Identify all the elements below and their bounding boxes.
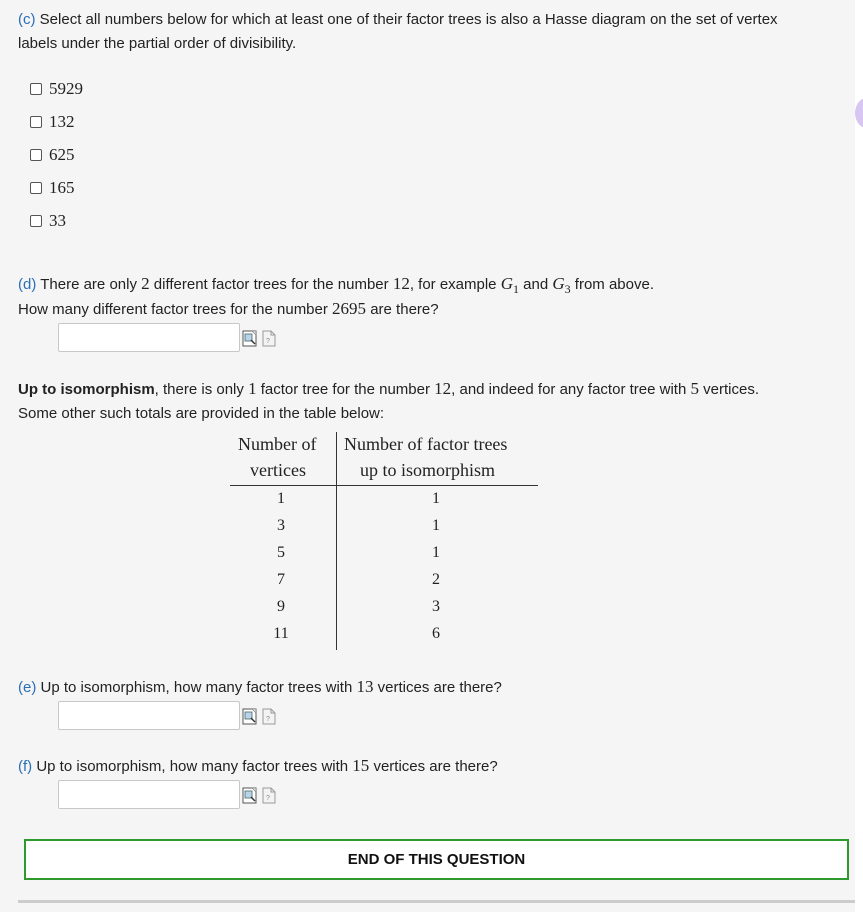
table-cell-vertices: 3 bbox=[277, 517, 285, 534]
answer-input-f[interactable] bbox=[58, 780, 240, 809]
table-cell-vertices: 11 bbox=[273, 625, 289, 642]
table-cell-vertices: 9 bbox=[277, 598, 285, 615]
table-cell-total: 6 bbox=[432, 625, 440, 642]
iso-line1: Up to isomorphism, there is only 1 factor tree for the number 12, and indeed for any factor tree with 5 vertices. bbox=[18, 379, 759, 398]
table-cell-total: 2 bbox=[432, 571, 440, 588]
option-132[interactable]: 132 bbox=[30, 111, 75, 133]
option-625[interactable]: 625 bbox=[30, 144, 75, 166]
part-c-line1: (c) Select all numbers below for which at least one of their factor trees is also a Hasse diagram on the set of vertex bbox=[18, 11, 778, 28]
help-icon[interactable] bbox=[262, 330, 276, 347]
col2-header-1: Number of factor trees bbox=[344, 434, 508, 454]
table-cell-vertices: 5 bbox=[277, 544, 285, 561]
option-165[interactable]: 165 bbox=[30, 177, 75, 199]
svg-text:?: ? bbox=[266, 716, 270, 723]
part-d-label: (d) bbox=[18, 276, 37, 293]
part-f-line: (f) Up to isomorphism, how many factor trees with 15 vertices are there? bbox=[18, 756, 498, 775]
part-d-line2: How many different factor trees for the number 2695 are there? bbox=[18, 299, 439, 318]
table-header-rule bbox=[230, 485, 538, 486]
part-f-label: (f) bbox=[18, 758, 33, 775]
checkbox[interactable] bbox=[30, 83, 42, 95]
col1-header-1: Number of bbox=[238, 434, 317, 454]
answer-input-d[interactable] bbox=[58, 323, 240, 352]
preview-icon[interactable] bbox=[242, 787, 258, 804]
answer-input-e[interactable] bbox=[58, 701, 240, 730]
bottom-divider bbox=[18, 900, 855, 903]
table-cell-vertices: 1 bbox=[277, 490, 285, 507]
iso-line2: Some other such totals are provided in the table below: bbox=[18, 405, 385, 422]
table-vertical-rule bbox=[336, 432, 337, 650]
svg-text:?: ? bbox=[266, 338, 270, 345]
edge-decoration bbox=[855, 97, 863, 129]
part-c-line2: labels under the partial order of divisibility. bbox=[18, 35, 297, 52]
svg-text:?: ? bbox=[266, 795, 270, 802]
checkbox[interactable] bbox=[30, 149, 42, 161]
checkbox[interactable] bbox=[30, 116, 42, 128]
preview-icon[interactable] bbox=[242, 708, 258, 725]
checkbox[interactable] bbox=[30, 182, 42, 194]
part-d-line1: (d) There are only 2 different factor trees for the number 12, for example $G_1$ and $G_3$ from above. bbox=[18, 274, 654, 296]
table-cell-vertices: 7 bbox=[277, 571, 285, 588]
table-cell-total: 1 bbox=[432, 544, 440, 561]
col1-header-2: vertices bbox=[250, 460, 306, 480]
table-cell-total: 1 bbox=[432, 490, 440, 507]
option-33[interactable]: 33 bbox=[30, 210, 66, 232]
part-c-label: (c) bbox=[18, 11, 36, 28]
part-e-line: (e) Up to isomorphism, how many factor trees with 13 vertices are there? bbox=[18, 677, 502, 696]
option-5929[interactable]: 5929 bbox=[30, 78, 83, 100]
table-cell-total: 3 bbox=[432, 598, 440, 615]
preview-icon[interactable] bbox=[242, 330, 258, 347]
col2-header-2: up to isomorphism bbox=[360, 460, 496, 480]
part-e-label: (e) bbox=[18, 679, 37, 696]
table-cell-total: 1 bbox=[432, 517, 440, 534]
help-icon[interactable] bbox=[262, 708, 276, 725]
help-icon[interactable] bbox=[262, 787, 276, 804]
checkbox[interactable] bbox=[30, 215, 42, 227]
end-of-question-banner: END OF THIS QUESTION bbox=[24, 839, 849, 880]
